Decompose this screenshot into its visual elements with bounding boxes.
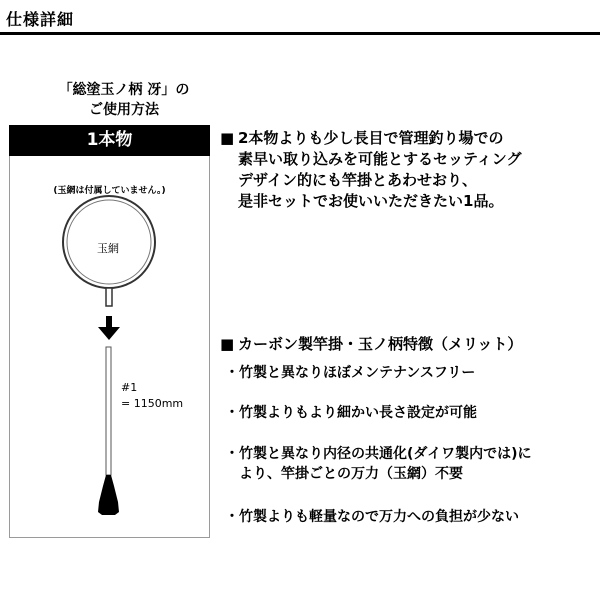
square-bullet-icon: ■ (220, 129, 235, 147)
merit-item (225, 444, 595, 484)
arrow-shaft-icon (106, 316, 112, 328)
merit-item-line: ・竹製よりも軽量なので万力への負担が少ない (225, 509, 519, 525)
net-not-included-note: (玉網は付属していません。) (53, 186, 166, 196)
header-rule (0, 32, 600, 35)
merit-item-line: ・竹製と異なりほぼメンテナンスフリー (225, 365, 476, 381)
rod-grip (98, 475, 119, 515)
rod-diagram (9, 156, 210, 537)
description (220, 128, 590, 212)
merit-item (225, 403, 595, 423)
merits-heading-text: カーボン製竿掛・玉ノ柄特徴（メリット） (238, 335, 523, 353)
description-line: 2本物よりも少し長目で管理釣り場での (238, 129, 504, 147)
usage-title-line1: 「総塗玉ノ柄 冴」の (58, 82, 190, 98)
merit-item (225, 507, 595, 527)
merit-item-line-continued: より、竿掛ごとの万力（玉網）不要 (239, 466, 463, 482)
merit-item-line: ・竹製と異なり内径の共通化(ダイワ製内では)に (225, 446, 532, 462)
description-line: デザイン的にも竿掛とあわせおり、 (238, 171, 477, 189)
rod-section-label: #1 (121, 381, 138, 394)
rod-length-label (121, 380, 183, 412)
page-header-title: 仕様詳細 (6, 10, 75, 29)
merit-item-line: ・竹製よりもより細かい長さ設定が可能 (225, 405, 477, 421)
usage-title-line2: ご使用方法 (89, 102, 159, 118)
landing-net-joint (106, 288, 112, 306)
usage-title (0, 80, 248, 120)
panel-header: 1本物 (9, 125, 210, 156)
description-line: 是非セットでお使いいただきたい1品。 (238, 192, 504, 210)
square-bullet-icon: ■ (220, 335, 235, 353)
landing-net-label: 玉網 (97, 242, 119, 255)
rod-shaft (106, 347, 111, 475)
rod-length-value: = 1150mm (121, 397, 184, 410)
arrow-down-icon (98, 327, 120, 340)
description-line: 素早い取り込みを可能とするセッティング (238, 150, 522, 168)
merits-heading (220, 333, 522, 354)
merit-item (225, 363, 595, 383)
